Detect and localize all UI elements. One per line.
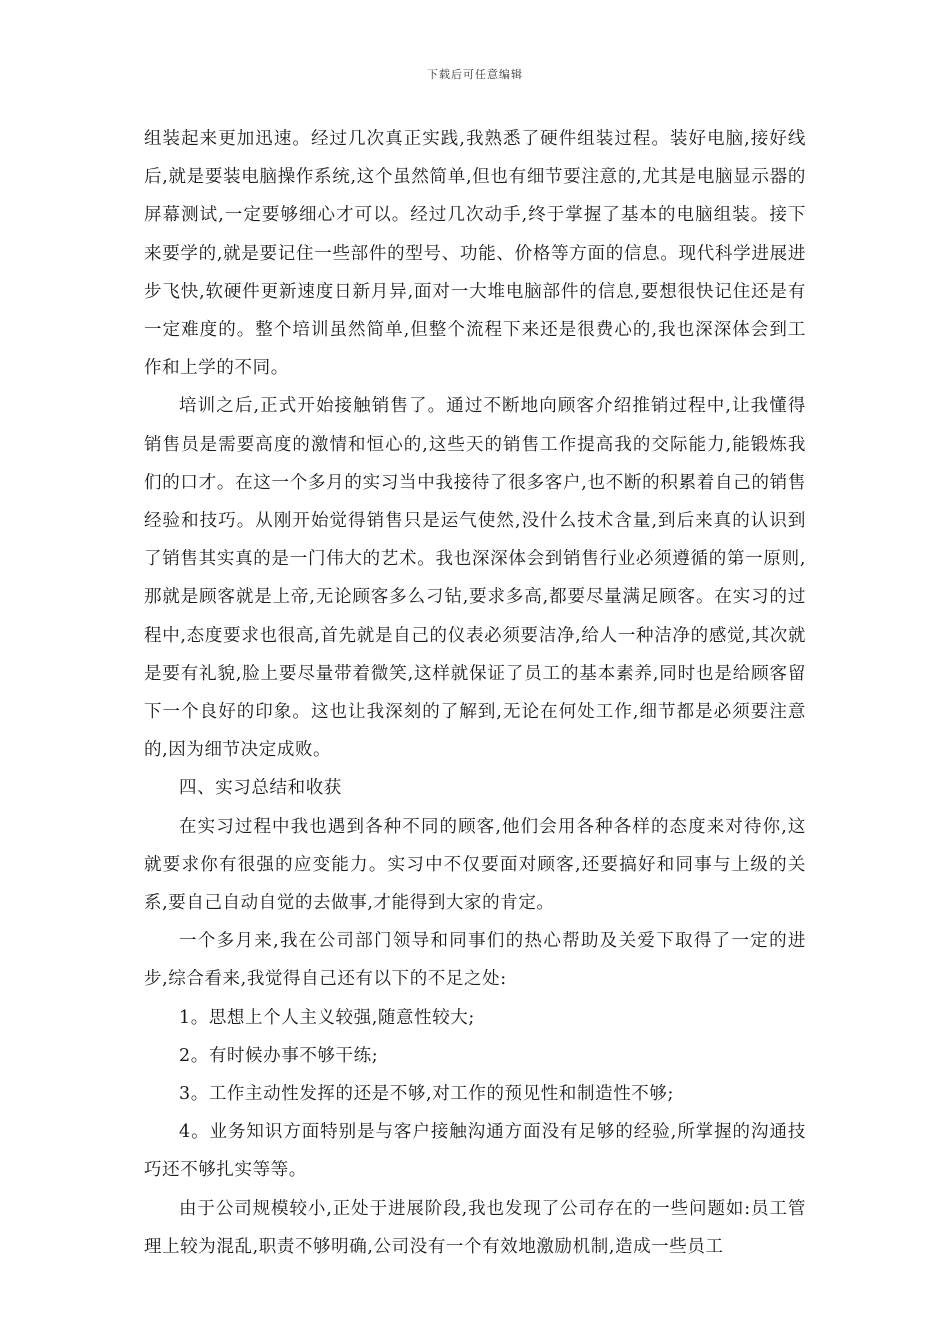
paragraph-customers: 在实习过程中我也遇到各种不同的顾客,他们会用各种各样的态度来对待你,这就要求你有很强的应变能力。实习中不仅要面对顾客,还要搞好和同事与上级的关系,要自己自动自觉的去做事,才能得到大家的肯定。: [144, 816, 806, 914]
paragraph-sales-training: 培训之后,正式开始接触销售了。通过不断地向顾客介绍推销过程中,让我懂得销售员是需要高度的激情和恒心的,这些天的销售工作提高我的交际能力,能锻炼我们的口才。在这一个多月的实习当中我接待了很多客户,也不断的积累着自己的销售经验和技巧。从刚开始觉得销售只是运气使然,没什么技术含量,到后来真的认识到了销售其实真的是一门伟大的艺术。我也深深体会到销售行业必须遵循的第一原则,那就是顾客就是上帝,无论顾客多么刁钻,要求多高,都要尽量满足顾客。在实习的过程中,态度要求也很高,首先就是自己的仪表必须要洁净,给人一种洁净的感觉,其次就是要有礼貌,脸上要尽量带着微笑,这样就保证了员工的基本素养,同时也是给顾客留下一个良好的印象。这也让我深刻的了解到,无论在何处工作,细节都是必须要注意的,因为细节决定成败。: [144, 396, 806, 761]
page-header: 下载后可任意编辑: [427, 68, 523, 81]
list-item-4: 4。业务知识方面特别是与客户接触沟通方面没有足够的经验,所掌握的沟通技巧还不够扎实等等。: [144, 1122, 806, 1181]
paragraph-hardware-assembly: 组装起来更加迅速。经过几次真正实践,我熟悉了硬件组装过程。装好电脑,接好线后,就是要装电脑操作系统,这个虽然简单,但也有细节要注意的,尤其是电脑显示器的屏幕测试,一定要够细心才可以。经过几次动手,终于掌握了基本的电脑组装。接下来要学的,就是要记住一些部件的型号、功能、价格等方面的信息。现代科学进展进步飞快,软硬件更新速度日新月异,面对一大堆电脑部件的信息,要想很快记住还是有一定难度的。整个培训虽然简单,但整个流程下来还是很费心的,我也深深体会到工作和上学的不同。: [144, 129, 806, 379]
paragraph-shortcomings-intro: 一个多月来,我在公司部门领导和同事们的热心帮助及关爱下取得了一定的进步,综合看来,我觉得自己还有以下的不足之处:: [144, 931, 806, 990]
paragraph-company-issues: 由于公司规模较小,正处于进展阶段,我也发现了公司存在的一些问题如:员工管理上较为混乱,职责不够明确,公司没有一个有效地激励机制,造成一些员工: [144, 1198, 806, 1257]
list-item-2: 2。有时候办事不够干练;: [179, 1045, 379, 1066]
document-body: [144, 120, 806, 1266]
section-heading-summary: 四、实习总结和收获: [179, 778, 342, 799]
list-item-1: 1。思想上个人主义较强,随意性较大;: [179, 1007, 475, 1028]
list-item-3: 3。工作主动性发挥的还是不够,对工作的预见性和制造性不够;: [179, 1084, 674, 1105]
